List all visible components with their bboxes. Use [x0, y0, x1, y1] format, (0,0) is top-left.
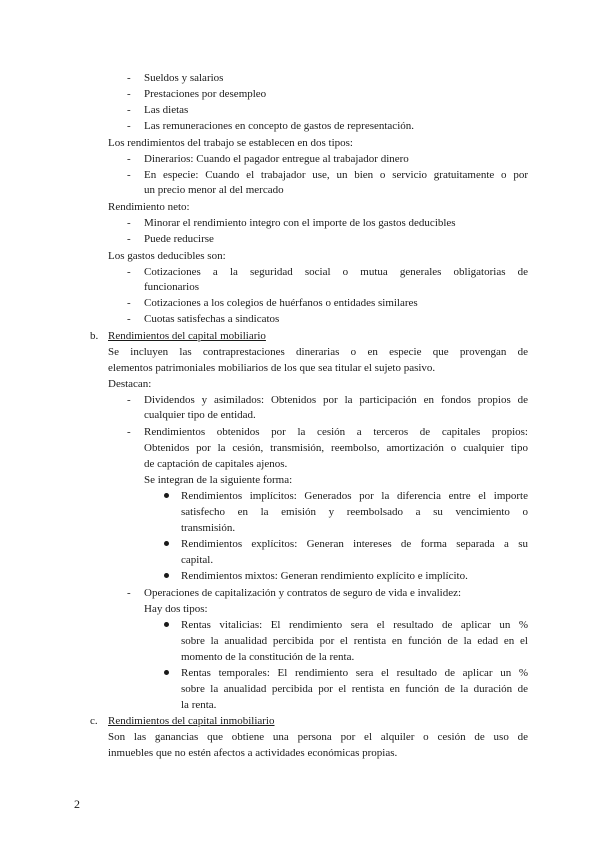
paragraph-line: inmuebles que no estén afectos a actividades económicas propias.: [108, 747, 398, 759]
paragraph-line: Rendimiento neto:: [108, 201, 190, 213]
section-title: Rendimientos del capital inmobiliario: [108, 715, 275, 727]
paragraph-line: Se incluyen las contraprestaciones dinerarias o en especie que provengan de: [108, 346, 528, 358]
dash-marker: -: [127, 72, 131, 84]
paragraph-line: elementos patrimoniales mobiliarios de los que sea titular el sujeto pasivo.: [108, 362, 436, 374]
dash-marker: -: [127, 426, 131, 438]
list-item: Rentas vitalicias: El rendimiento sera el resultado de aplicar un %: [181, 619, 528, 631]
dash-marker: -: [127, 153, 131, 165]
dash-marker: -: [127, 120, 131, 132]
list-item: Rendimientos mixtos: Generan rendimiento explícito e implícito.: [181, 570, 468, 582]
list-item: Cuotas satisfechas a sindicatos: [144, 313, 280, 325]
list-item: En especie: Cuando el trabajador use, un bien o servicio gratuitamente o por: [144, 169, 528, 181]
paragraph-line: Se integran de la siguiente forma:: [144, 474, 293, 486]
dash-marker: -: [127, 104, 131, 116]
bullet-icon: [164, 573, 169, 578]
list-item-continuation: satisfecho en la emisión y reembolsado a su vencimiento o: [181, 506, 528, 518]
bullet-icon: [164, 670, 169, 675]
list-item: Dinerarios: Cuando el pagador entregue al trabajador dinero: [144, 153, 409, 165]
list-item-continuation: un precio menor al del mercado: [144, 184, 284, 196]
dash-marker: -: [127, 297, 131, 309]
list-item-continuation: sobre la anualidad percibida por el rentista en función de la edad en el: [181, 635, 528, 647]
list-item: Operaciones de capitalización y contratos de seguro de vida e invalidez:: [144, 587, 462, 599]
list-item-continuation: capital.: [181, 554, 214, 566]
page-number: 2: [74, 797, 80, 811]
list-item-continuation: sobre la anualidad percibida por el rentista en función de la duración de: [181, 683, 528, 695]
paragraph-line: Hay dos tipos:: [144, 603, 208, 615]
list-item-continuation: la renta.: [181, 699, 217, 711]
list-item: Dividendos y asimilados: Obtenidos por la participación en fondos propios de: [144, 394, 528, 406]
section-marker: c.: [90, 715, 98, 727]
dash-marker: -: [127, 313, 131, 325]
list-item: Sueldos y salarios: [144, 72, 224, 84]
dash-marker: -: [127, 587, 131, 599]
list-item-continuation: momento de la constitución de la renta.: [181, 651, 355, 663]
paragraph-line: Los rendimientos del trabajo se establecen en dos tipos:: [108, 137, 353, 149]
dash-marker: -: [127, 233, 131, 245]
list-item: Rendimientos implícitos: Generados por la diferencia entre el importe: [181, 490, 528, 502]
list-item: Cotizaciones a los colegios de huérfanos o entidades similares: [144, 297, 418, 309]
dash-marker: -: [127, 169, 131, 181]
list-item-continuation: de captación de capitales ajenos.: [144, 458, 288, 470]
bullet-icon: [164, 541, 169, 546]
list-item: Cotizaciones a la seguridad social o mutua generales obligatorias de: [144, 266, 528, 278]
list-item: Las remuneraciones en concepto de gastos de representación.: [144, 120, 414, 132]
bullet-icon: [164, 493, 169, 498]
list-item: Rendimientos explícitos: Generan intereses de forma separada a su: [181, 538, 528, 550]
list-item: Rendimientos obtenidos por la cesión a terceros de capitales propios:: [144, 426, 528, 438]
list-item: Minorar el rendimiento integro con el importe de los gastos deducibles: [144, 217, 456, 229]
list-item-continuation: funcionarios: [144, 281, 199, 293]
list-item: Prestaciones por desempleo: [144, 88, 267, 100]
list-item-continuation: transmisión.: [181, 522, 236, 534]
section-title: Rendimientos del capital mobiliario: [108, 330, 266, 342]
section-marker: b.: [90, 330, 99, 342]
list-item-continuation: Obtenidos por la cesión, transmisión, reembolso, amortización o cualquier tipo: [144, 442, 528, 454]
dash-marker: -: [127, 394, 131, 406]
dash-marker: -: [127, 266, 131, 278]
list-item-continuation: cualquier tipo de entidad.: [144, 409, 256, 421]
list-item: Puede reducirse: [144, 233, 214, 245]
list-item: Las dietas: [144, 104, 189, 116]
dash-marker: -: [127, 217, 131, 229]
bullet-icon: [164, 622, 169, 627]
paragraph-line: Son las ganancias que obtiene una persona por el alquiler o cesión de uso de: [108, 731, 528, 743]
list-item: Rentas temporales: El rendimiento sera el resultado de aplicar un %: [181, 667, 528, 679]
paragraph-line: Destacan:: [108, 378, 152, 390]
dash-marker: -: [127, 88, 131, 100]
paragraph-line: Los gastos deducibles son:: [108, 250, 226, 262]
